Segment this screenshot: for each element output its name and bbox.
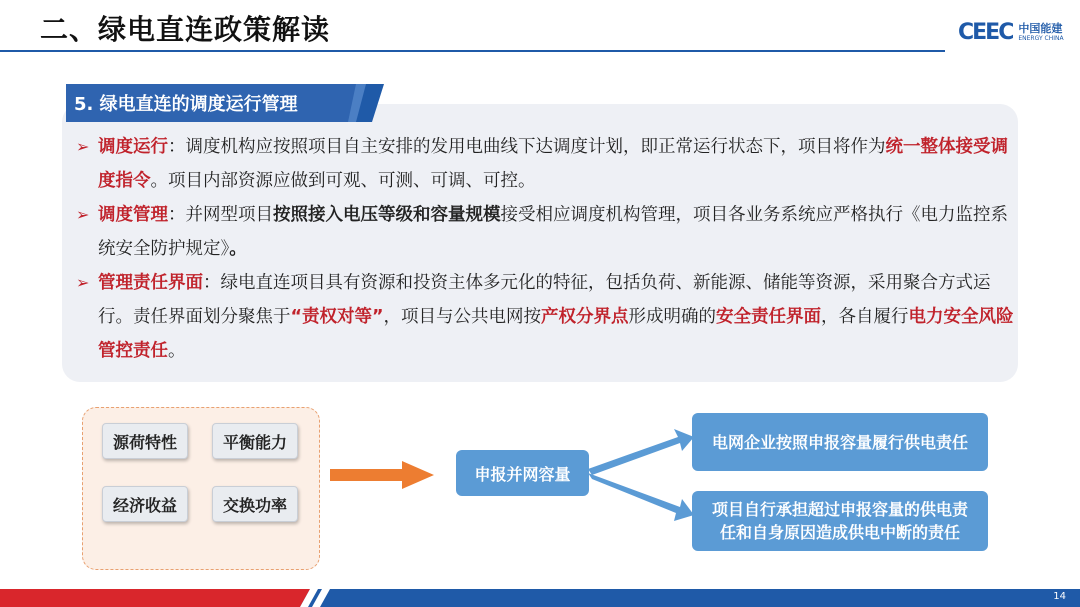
bullet-text: 接受相应调度机构管理，项目各业务系统应严格执行《电力监控系统安全防护规定》 — [98, 205, 1008, 259]
bullet-emphasis: “责权对等” — [290, 307, 384, 327]
bullet-emphasis: 统一整体接受调度指令 — [98, 137, 1008, 191]
bullet-text: 。项目内部资源应做到可观、可测、可调、可控。 — [150, 171, 536, 191]
arrow-bullet-icon: ➢ — [76, 137, 90, 156]
bullet-head: 调度运行 — [98, 137, 168, 157]
bullet-head: 调度管理 — [98, 205, 168, 225]
footer-bar — [0, 589, 1080, 607]
logo-cn: 中国能建 — [1018, 22, 1063, 35]
bullet-emphasis: 安全责任界面 — [716, 307, 822, 327]
bullet-text: 并网型项目 — [185, 205, 273, 225]
bullet-text: 形成明确的 — [628, 307, 717, 327]
page-number: 14 — [1053, 591, 1066, 602]
chip-source-load: 源荷特性 — [102, 423, 188, 459]
bullet-text: 调度机构应按照项目自主安排的发用电曲线下达调度计划，即正常运行状态下，项目将作为 — [185, 137, 886, 157]
logo-text — [1018, 23, 1063, 42]
bullet-text: 。 — [229, 239, 247, 259]
bullet-text: 绿电直连项目具有资源和投资主体多元化的特征，包括负荷、新能源、储能等资源，采用聚合方式运行。责任界面划分聚焦于 — [98, 273, 991, 327]
project-responsibility-line2: 任和自身原因造成供电中断的责任 — [719, 523, 960, 542]
bullet-text: ，各自履行 — [821, 307, 909, 327]
page-title: 二、绿电直连政策解读 — [40, 13, 331, 46]
declared-capacity-box: 申报并网容量 — [456, 450, 589, 496]
company-logo — [958, 20, 1064, 45]
section-title: 5. 绿电直连的调度运行管理 — [74, 94, 298, 115]
bullet-sep: ： — [203, 273, 221, 293]
logo-mark: CEEC — [958, 20, 1013, 45]
bullet-text: ，项目与公共电网按 — [383, 307, 542, 327]
bullet-emphasis: 按照接入电压等级和容量规模 — [273, 205, 501, 225]
chip-economic: 经济收益 — [102, 486, 188, 522]
bullet-text: 。 — [168, 341, 186, 361]
bullet-head: 管理责任界面 — [98, 273, 203, 293]
logo-en: ENERGY CHINA — [1018, 35, 1064, 42]
bullet-emphasis: 电力安全风险管控责任 — [98, 307, 1014, 361]
chip-balance: 平衡能力 — [212, 423, 298, 459]
project-responsibility-box — [692, 491, 988, 551]
chip-exchange-power: 交换功率 — [212, 486, 298, 522]
grid-responsibility-box — [692, 413, 988, 471]
bullet-sep: ： — [168, 205, 186, 225]
arrow-bullet-icon: ➢ — [76, 273, 90, 292]
right-arrow-icon — [330, 460, 440, 490]
title-divider — [0, 50, 945, 52]
branch-arrows-icon — [588, 425, 698, 525]
bullet-emphasis: 产权分界点 — [541, 307, 629, 327]
bullet-list — [74, 130, 1014, 368]
bullet-responsibility-interface — [74, 266, 1014, 368]
arrow-bullet-icon: ➢ — [76, 205, 90, 224]
bullet-dispatch-management — [74, 198, 1014, 266]
bullet-sep: ： — [168, 137, 186, 157]
project-responsibility-line1: 项目自行承担超过申报容量的供电责 — [711, 500, 968, 519]
bullet-dispatch-operation — [74, 130, 1014, 198]
grid-responsibility-text: 电网企业按照申报容量履行供电责任 — [711, 432, 968, 452]
